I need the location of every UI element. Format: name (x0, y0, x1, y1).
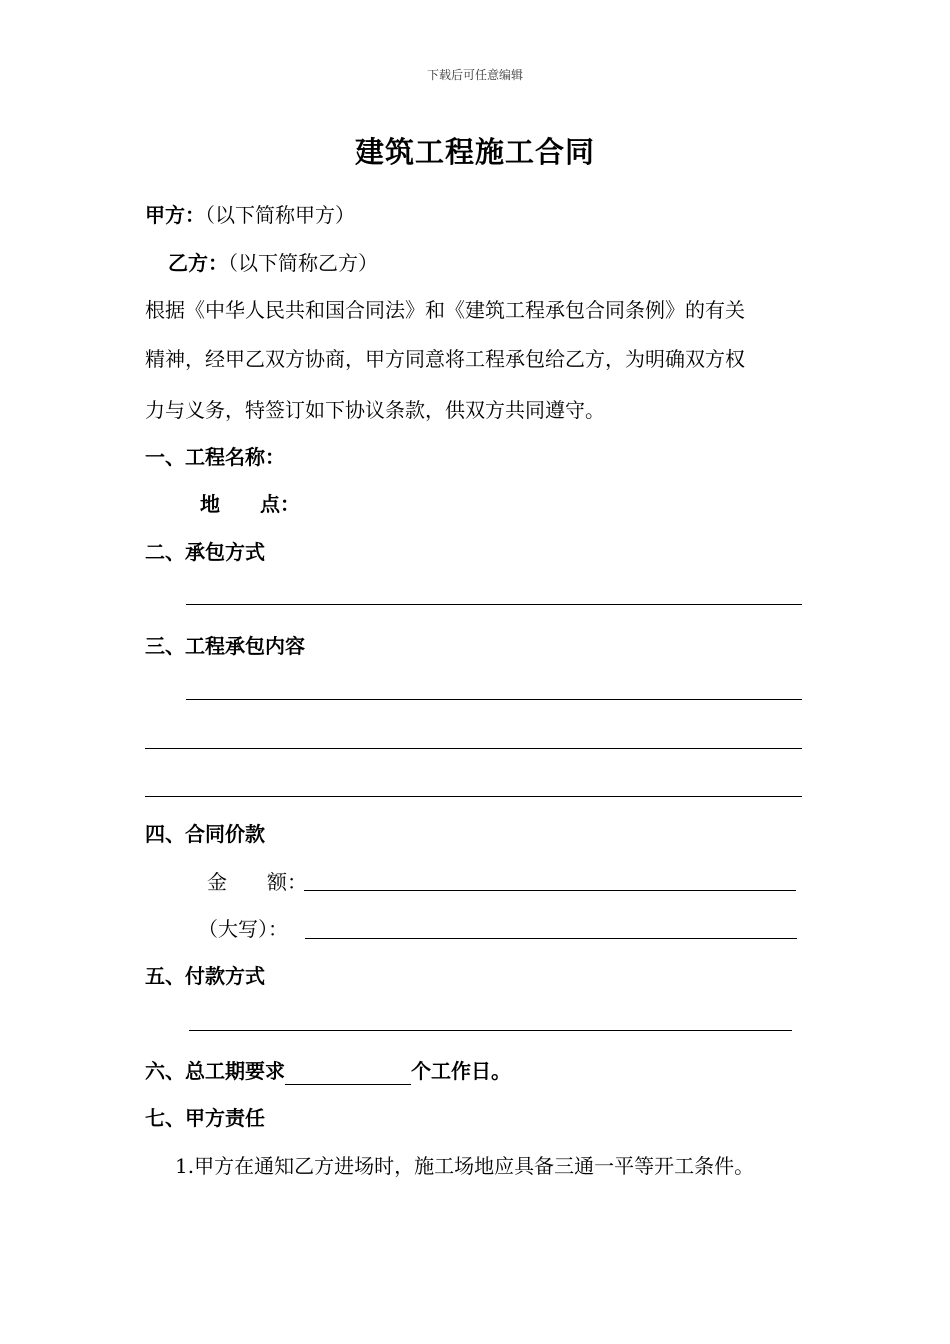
intro-line-1: 根据《中华人民共和国合同法》和《建筑工程承包合同条例》的有关 (145, 298, 745, 322)
intro-line-2: 精神，经甲乙双方协商，甲方同意将工程承包给乙方，为明确双方权 (145, 347, 745, 371)
section-6-suffix: 个工作日。 (411, 1059, 511, 1083)
section-5-heading: 五、付款方式 (145, 964, 265, 988)
party-a-line (145, 201, 355, 229)
content-blank-line-3[interactable] (145, 796, 802, 797)
party-a-note: （以下简称甲方） (205, 203, 355, 227)
section-1-heading: 一、工程名称： (145, 445, 285, 469)
section-4-heading: 四、合同价款 (145, 822, 265, 846)
section-7-item-1: 1.甲方在通知乙方进场时，施工场地应具备三通一平等开工条件。 (175, 1154, 755, 1178)
party-b-note: （以下简称乙方） (228, 251, 378, 275)
amount-blank-line[interactable] (304, 890, 796, 891)
content-blank-line-1[interactable] (186, 699, 802, 700)
section-6-prefix: 六、总工期要求 (145, 1059, 285, 1083)
payment-method-blank-line[interactable] (189, 1030, 792, 1031)
party-a-label: 甲方： (145, 203, 205, 227)
section-7-heading: 七、甲方责任 (145, 1106, 265, 1130)
intro-line-3: 力与义务，特签订如下协议条款，供双方共同遵守。 (145, 398, 605, 422)
workdays-blank[interactable] (285, 1062, 411, 1085)
contract-method-blank-line[interactable] (186, 604, 802, 605)
content-blank-line-2[interactable] (145, 748, 802, 749)
section-3-heading: 三、工程承包内容 (145, 634, 305, 658)
party-b-label: 乙方： (168, 251, 228, 275)
location-label: 地 点： (200, 492, 300, 516)
document-title: 建筑工程施工合同 (354, 135, 595, 169)
section-2-heading: 二、承包方式 (145, 540, 265, 564)
header-note: 下载后可任意编辑 (426, 68, 523, 82)
amount-label: 金 额： (207, 870, 307, 894)
amount-uppercase-blank-line[interactable] (305, 938, 797, 939)
amount-uppercase-label: （大写）： (198, 917, 288, 941)
party-b-line (168, 249, 378, 277)
section-6-line (145, 1057, 511, 1085)
